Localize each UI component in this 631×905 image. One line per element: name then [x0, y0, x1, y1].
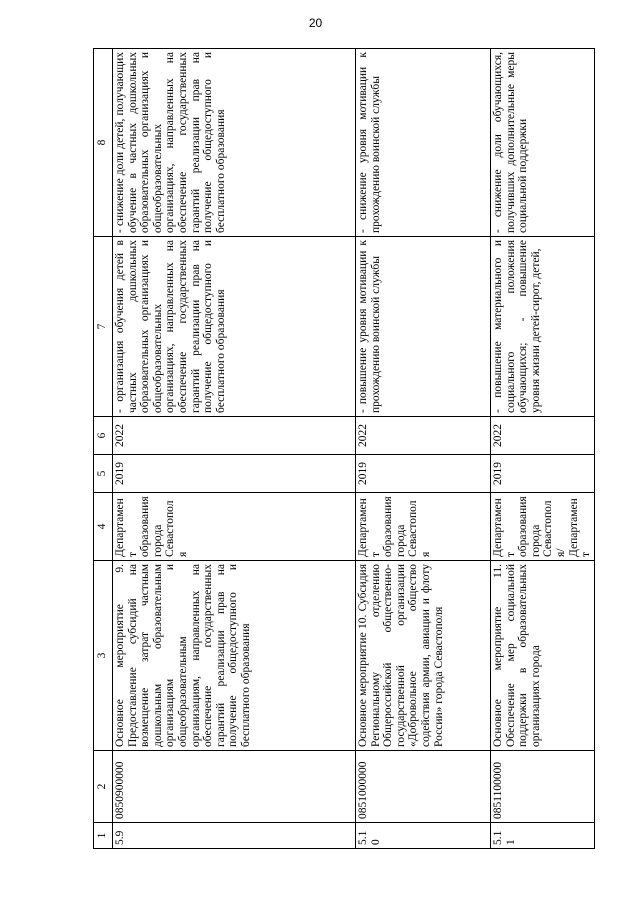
column-header: 7	[94, 237, 113, 417]
program-measures-table	[93, 48, 595, 849]
executor: Департамент образования города Севастополя	[356, 493, 491, 561]
executor: Департамент образования города Севастополя/ Департамент	[491, 493, 595, 561]
column-header: 6	[94, 417, 113, 455]
non-implementation-consequence: - снижение доли обучающихся, получивших дополнительные меры социальной поддержки	[491, 49, 595, 237]
end-year: 2022	[356, 417, 491, 455]
budget-code: 0851000000	[356, 751, 491, 823]
table-row	[491, 49, 595, 849]
start-year: 2019	[113, 455, 356, 493]
non-implementation-consequence: - снижение доли детей, получающих обучение в частных дошкольных образовательных организациях и общеобразовательных организациях, направленных на обеспечение государственных гарантий реализации прав на получение общедоступного и бесплатного образования	[113, 49, 356, 237]
expected-result: - повышение уровня мотивации к прохождению воинской службы	[356, 237, 491, 417]
measure-name: Основное мероприятие 9. Предоставление субсидий на возмещение затрат частным дошкольным образовательным организациям и общеобразовательным организациям, направленных на обеспечение государственных гарантий реализации прав на получение общедоступного и бесплатного образования	[113, 561, 356, 751]
executor: Департамент образования города Севастополя	[113, 493, 356, 561]
header-row	[94, 49, 113, 849]
rotated-table-container	[93, 49, 593, 849]
start-year: 2019	[491, 455, 595, 493]
column-header: 4	[94, 493, 113, 561]
non-implementation-consequence: - снижение уровня мотивации к прохождению воинской службы	[356, 49, 491, 237]
table-row	[113, 49, 356, 849]
column-header: 3	[94, 561, 113, 751]
page-number: 20	[308, 16, 323, 30]
row-number: 5.11	[491, 823, 595, 849]
row-number: 5.10	[356, 823, 491, 849]
measure-name: Основное мероприятие 11. Обеспечение мер социальной поддержки в образовательных организациях города	[491, 561, 595, 751]
column-header: 8	[94, 49, 113, 237]
column-header: 1	[94, 823, 113, 849]
budget-code: 0851100000	[491, 751, 595, 823]
budget-code: 0850900000	[113, 751, 356, 823]
end-year: 2022	[491, 417, 595, 455]
column-header: 2	[94, 751, 113, 823]
expected-result: - повышение материального и социального положения обучающихся; - повышение уровня жизни детей-сирот, детей,	[491, 237, 595, 417]
start-year: 2019	[356, 455, 491, 493]
table-row	[356, 49, 491, 849]
column-header: 5	[94, 455, 113, 493]
measure-name: Основное мероприятие 10. Субсидия Региональному отделению Общероссийской общественно-государственной организации «Добровольное общество содействия армии, авиации и флоту России» города Севастополя	[356, 561, 491, 751]
expected-result: - организация обучения детей в частных дошкольных образовательных организациях и общеобразовательных организациях, направленных на обеспечение государственных гарантий реализации прав на получение общедоступного и бесплатного образования	[113, 237, 356, 417]
end-year: 2022	[113, 417, 356, 455]
row-number: 5.9	[113, 823, 356, 849]
